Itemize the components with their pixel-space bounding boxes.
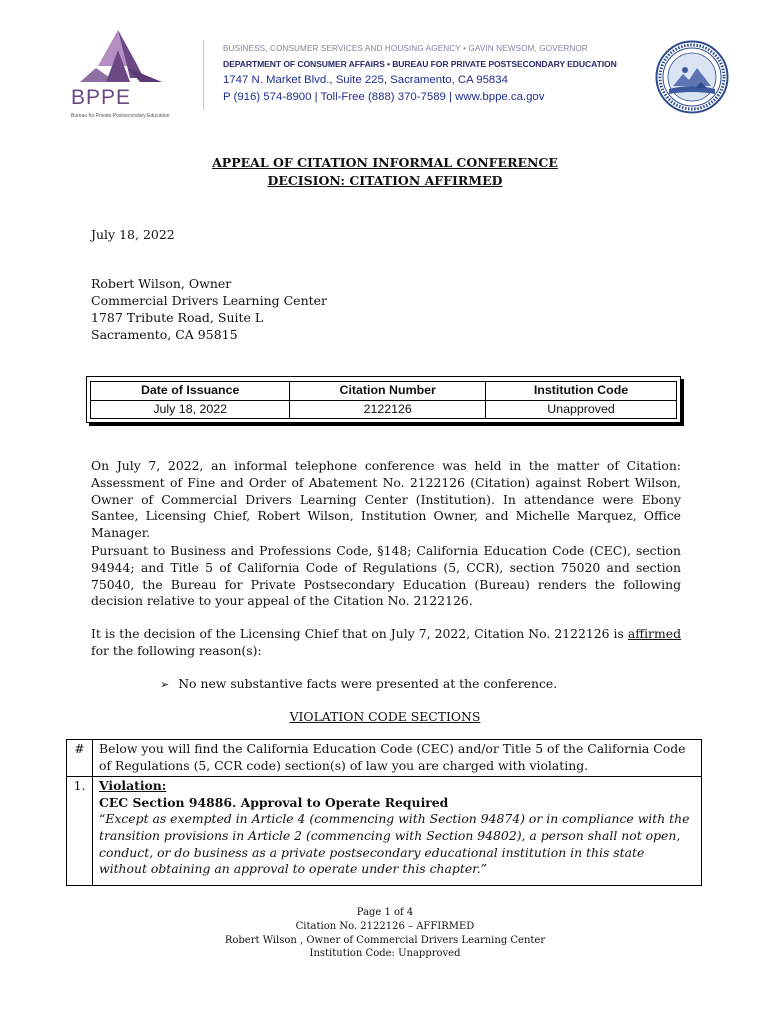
header-institution-code: Institution Code <box>486 382 676 400</box>
address-company: Commercial Drivers Learning Center <box>91 293 328 308</box>
logo-wordmark: BPPE <box>71 86 132 109</box>
paragraph-text: Pursuant to Business and Professions Code, §148; California Education Code (CEC), section 94944; and Title 5 of California Code of Regulations (5, CCR), section 75020 and section 75040, the Bureau for Private Postsecondary Education (Bureau) renders the following decision relative to your appeal of the Citation No. 2122126. <box>91 543 681 609</box>
footer-page-number: Page 1 of 4 <box>356 907 414 918</box>
reason-bullet <box>160 676 557 691</box>
violation-heading: VIOLATION CODE SECTIONS <box>289 709 481 724</box>
agency-line: BUSINESS, CONSUMER SERVICES AND HOUSING AGENCY • GAVIN NEWSOM, GOVERNOR <box>223 44 588 53</box>
state-seal-icon <box>655 40 729 114</box>
arrow-bullet-icon: ➢ <box>160 678 170 691</box>
footer-owner: Robert Wilson , Owner of Commercial Drivers Learning Center <box>224 934 546 946</box>
violation-table <box>66 739 702 891</box>
citation-info-table <box>86 376 681 423</box>
table-row <box>67 777 702 886</box>
letter-date: July 18, 2022 <box>91 227 175 242</box>
paragraph-text: for the following reason(s): <box>91 642 262 658</box>
value-date-of-issuance: July 18, 2022 <box>153 401 228 416</box>
value-citation-number: 2122126 <box>290 400 486 418</box>
department-line: DEPARTMENT OF CONSUMER AFFAIRS • BUREAU FOR PRIVATE POSTSECONDARY EDUCATION <box>223 59 617 69</box>
violation-label: Violation: <box>99 778 167 794</box>
paragraph-text: On July 7, 2022, an informal telephone conference was held in the matter of Citation: Assessment of Fine and Order of Abatement No. 2122126 (Citation) against Robert Wilson, Owner of Commercial Drivers Learning Center (Institution). In attendance were Ebony Santee, Licensing Chief, Robert Wilson, Institution Owner, and Michelle Marquez, Office Manager. <box>91 458 681 541</box>
violation-text: “Except as exempted in Article 4 (commencing with Section 94874) or in compliance with the transition provisions in Article 2 (commencing with Section 94802), a person shall not open, conduct, or do business as a private postsecondary educational institution in this state without obtaining an approval to operate under this chapter.” <box>99 811 690 877</box>
header-num: # <box>67 740 93 777</box>
document-subtitle: DECISION: CITATION AFFIRMED <box>267 173 503 188</box>
header-description: Below you will find the California Education Code (CEC) and/or Title 5 of the California Code of Regulations (5, CCR code) section(s) of law you are charged with violating. <box>93 740 702 777</box>
paragraph-decision-basis <box>91 543 681 610</box>
address-name: Robert Wilson, Owner <box>91 276 232 291</box>
letterhead-divider <box>203 40 204 110</box>
logo-subtext: Bureau for Private Postsecondary Education <box>71 113 170 119</box>
row-number: 1. <box>67 777 93 886</box>
paragraph-decision <box>91 626 681 660</box>
value-institution-code: Unapproved <box>486 400 676 418</box>
paragraph-conference <box>91 458 681 542</box>
header-citation-number: Citation Number <box>290 382 486 400</box>
page-footer <box>0 906 770 961</box>
violation-table-header <box>67 740 702 777</box>
address-street: 1787 Tribute Road, Suite L <box>91 310 264 325</box>
address-city: Sacramento, CA 95815 <box>91 327 238 342</box>
document-title: APPEAL OF CITATION INFORMAL CONFERENCE <box>212 155 558 170</box>
affirmed-emphasis: affirmed <box>627 626 681 641</box>
header-date-of-issuance: Date of Issuance <box>91 382 290 400</box>
footer-citation: Citation No. 2122126 – AFFIRMED <box>295 920 475 932</box>
contact-line: P (916) 574-8900 | Toll-Free (888) 370-7589 | www.bppe.ca.gov <box>223 91 545 103</box>
violation-cell <box>93 777 702 886</box>
footer-institution-code: Institution Code: Unapproved <box>309 948 461 960</box>
reason-text: No new substantive facts were presented at the conference. <box>178 676 558 691</box>
paragraph-text: It is the decision of the Licensing Chief that on July 7, 2022, Citation No. 2122126 is <box>91 626 628 641</box>
violation-section: CEC Section 94886. Approval to Operate Required <box>99 794 449 810</box>
address-line: 1747 N. Market Blvd., Suite 225, Sacramento, CA 95834 <box>223 74 508 86</box>
